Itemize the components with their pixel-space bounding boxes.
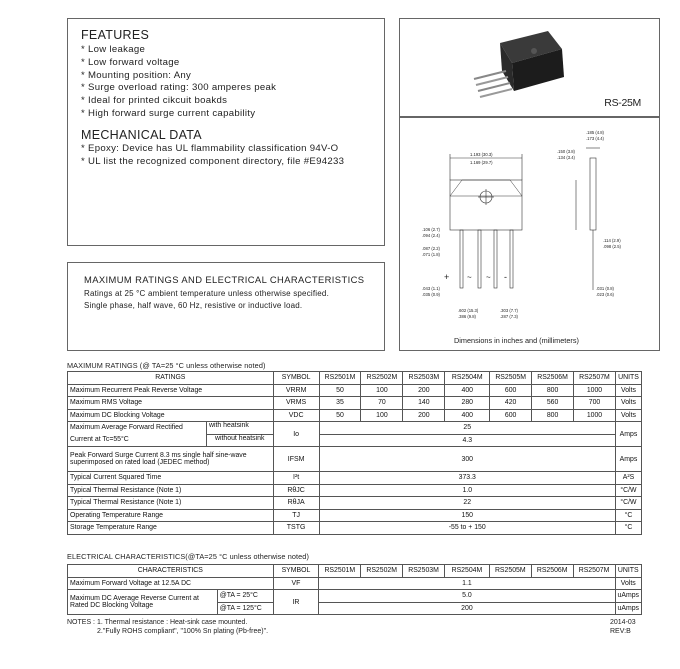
svg-text:.087 (2.2): .087 (2.2) [422, 246, 440, 251]
table-row [68, 384, 642, 397]
table-row [68, 522, 642, 535]
features-title: FEATURES [81, 28, 150, 42]
table-header: RS2505M [490, 372, 532, 385]
row-unit: Volts [615, 409, 641, 422]
list-item: * Ideal for printed cikcuit boakds [81, 95, 276, 108]
cell: 600 [490, 409, 532, 422]
row-unit: Amps [615, 422, 641, 447]
svg-text:1.169 (29.7): 1.169 (29.7) [470, 160, 493, 165]
table-row [68, 447, 642, 472]
date-label: 2014-03 [610, 619, 636, 626]
cell: 25 [319, 422, 615, 435]
svg-text:.303 (7.7): .303 (7.7) [500, 308, 518, 313]
table-row [68, 397, 642, 410]
svg-text:1.193 (30.3): 1.193 (30.3) [470, 152, 493, 157]
cell: 600 [490, 384, 532, 397]
cell: 1000 [574, 409, 616, 422]
svg-text:.185 (4.8): .185 (4.8) [586, 130, 604, 135]
features-panel [67, 18, 385, 246]
table-header: RS2501M [319, 372, 361, 385]
ir-condition: @TA = 125°C [217, 602, 273, 615]
svg-text:.094 (2.4): .094 (2.4) [422, 233, 440, 238]
cell: 560 [532, 397, 574, 410]
table2-caption: ELECTRICAL CHARACTERISTICS(@TA=25 °C unless otherwise noted) [67, 552, 309, 561]
electrical-table [67, 564, 642, 615]
svg-text:.150 (3.8): .150 (3.8) [557, 149, 575, 154]
cell: 100 [361, 409, 403, 422]
svg-text:~: ~ [486, 273, 491, 282]
svg-text:.114 (2.9): .114 (2.9) [603, 238, 621, 243]
avg-label-2: Current at Tc=55°C [70, 436, 129, 443]
package-image-panel [399, 18, 660, 117]
svg-text:.602 (15.3): .602 (15.3) [458, 308, 479, 313]
max-ratings-table [67, 371, 642, 535]
ratings-line2: Single phase, half wave, 60 Hz, resistive or inductive load. [84, 301, 303, 310]
list-item: * Mounting position: Any [81, 70, 276, 83]
features-list [81, 44, 276, 121]
cell: 22 [319, 497, 615, 510]
row-unit: uAmps [615, 590, 641, 603]
table-row [68, 472, 642, 485]
row-symbol: IR [273, 590, 319, 615]
table-row [68, 484, 642, 497]
svg-text:.071 (1.8): .071 (1.8) [422, 252, 440, 257]
table-header: RS2505M [489, 565, 531, 578]
row-unit: Volts [615, 384, 641, 397]
cell: 200 [403, 384, 445, 397]
list-item: * Low leakage [81, 44, 276, 57]
row-label: Maximum Recurrent Peak Reverse Voltage [68, 384, 274, 397]
table-header: CHARACTERISTICS [68, 565, 274, 578]
list-item: * High forward surge current capability [81, 108, 276, 121]
svg-text:.134 (3.4): .134 (3.4) [557, 155, 575, 160]
table-header: RS2506M [531, 565, 573, 578]
table-row [68, 590, 642, 603]
row-symbol: TSTG [273, 522, 319, 535]
revision-label: REV:B [610, 628, 631, 635]
row-unit: °C [615, 509, 641, 522]
row-unit: °C/W [615, 484, 641, 497]
svg-text:-: - [504, 272, 507, 282]
row-unit: °C/W [615, 497, 641, 510]
row-label [68, 590, 218, 615]
cell: 280 [445, 397, 490, 410]
table-row [68, 577, 642, 590]
list-item: * Low forward voltage [81, 57, 276, 70]
cell: 35 [319, 397, 361, 410]
surge-label-1: Peak Forward Surge Current 8.3 ms single half sine-wave [70, 452, 247, 459]
table-row [68, 497, 642, 510]
ir-condition: @TA = 25°C [217, 590, 273, 603]
svg-text:+: + [444, 272, 450, 282]
ir-label-1: Maximum DC Average Reverse Current at [70, 595, 199, 602]
row-symbol: VF [273, 577, 319, 590]
row-label: Maximum Forward Voltage at 12.5A DC [68, 577, 274, 590]
svg-text:.106 (2.7): .106 (2.7) [422, 227, 440, 232]
table-header: RS2503M [403, 372, 445, 385]
table-header: RS2504M [445, 565, 490, 578]
table-header: RS2504M [445, 372, 490, 385]
revision-info [610, 618, 636, 636]
cell: 800 [532, 409, 574, 422]
row-symbol: IFSM [273, 447, 319, 472]
row-label: Typical Thermal Resistance (Note 1) [68, 497, 274, 510]
cell: 1.0 [319, 484, 615, 497]
row-symbol: VRMS [273, 397, 319, 410]
row-label: Maximum DC Blocking Voltage [68, 409, 274, 422]
row-symbol: Io [273, 422, 319, 447]
table-header: RS2506M [532, 372, 574, 385]
cell: 150 [319, 509, 615, 522]
row-symbol: VDC [273, 409, 319, 422]
table-row [68, 509, 642, 522]
cell: 70 [361, 397, 403, 410]
cell: 800 [532, 384, 574, 397]
table-header: UNITS [615, 565, 641, 578]
cell: 100 [361, 384, 403, 397]
avg-sub-1: with heatsink [206, 422, 273, 435]
row-label [68, 422, 274, 447]
table-header: RS2502M [361, 372, 403, 385]
table-header-row [68, 565, 642, 578]
svg-text:.098 (2.5): .098 (2.5) [603, 244, 621, 249]
cell: 140 [403, 397, 445, 410]
cell: 1000 [574, 384, 616, 397]
list-item: * UL list the recognized component directory, file #E94233 [81, 156, 344, 169]
row-label: Maximum RMS Voltage [68, 397, 274, 410]
svg-text:.035 (0.9): .035 (0.9) [422, 292, 440, 297]
avg-label-1: Maximum Average Forward Rectified [70, 424, 183, 431]
row-unit: A²S [615, 472, 641, 485]
row-label: Typical Thermal Resistance (Note 1) [68, 484, 274, 497]
table1-caption: MAXIMUM RATINGS (@ TA=25 °C unless otherwise noted) [67, 361, 266, 370]
table-header: UNITS [615, 372, 641, 385]
row-label: Storage Temperature Range [68, 522, 274, 535]
table-row [68, 409, 642, 422]
surge-label-2: superimposed on rated load (JEDEC method) [70, 459, 210, 466]
row-symbol: RθJC [273, 484, 319, 497]
ratings-title: MAXIMUM RATINGS AND ELECTRICAL CHARACTERISTICS [84, 274, 365, 285]
row-symbol: RθJA [273, 497, 319, 510]
table-header: RS2502M [361, 565, 403, 578]
cell: 400 [445, 384, 490, 397]
cell: 200 [403, 409, 445, 422]
svg-text:.023 (0.6): .023 (0.6) [596, 292, 614, 297]
cell: -55 to + 150 [319, 522, 615, 535]
cell: 50 [319, 409, 361, 422]
table-header: SYMBOL [273, 372, 319, 385]
cell: 400 [445, 409, 490, 422]
table-header: RS2507M [574, 372, 616, 385]
svg-text:.386 (9.8): .386 (9.8) [458, 314, 476, 319]
note-line: NOTES : 1. Thermal resistance : Heat-sink case mounted. [67, 619, 248, 626]
cell: 1.1 [319, 577, 615, 590]
cell: 5.0 [319, 590, 615, 603]
cell: 300 [319, 447, 615, 472]
cell: 700 [574, 397, 616, 410]
svg-text:.031 (0.8): .031 (0.8) [596, 286, 614, 291]
row-unit: Volts [615, 577, 641, 590]
table-header: RATINGS [68, 372, 274, 385]
svg-text:.173 (4.4): .173 (4.4) [586, 136, 604, 141]
mechanical-title: MECHANICAL DATA [81, 128, 202, 142]
table-row [68, 422, 642, 435]
row-unit: Amps [615, 447, 641, 472]
ir-label-2: Rated DC Blocking Voltage [70, 602, 154, 609]
table-header: SYMBOL [273, 565, 319, 578]
cell: 373.3 [319, 472, 615, 485]
table-header: RS2501M [319, 565, 361, 578]
row-unit: °C [615, 522, 641, 535]
list-item: * Surge overload rating: 300 amperes peak [81, 82, 276, 95]
row-label [68, 447, 274, 472]
dimensions-note: Dimensions in inches and (millimeters) [454, 336, 579, 345]
table-header-row [68, 372, 642, 385]
row-label: Typical Current Squared Time [68, 472, 274, 485]
table-header: RS2503M [403, 565, 445, 578]
svg-text:.287 (7.3): .287 (7.3) [500, 314, 518, 319]
ratings-line1: Ratings at 25 °C ambient temperature unless otherwise specified. [84, 289, 330, 298]
dimension-drawing [400, 118, 659, 333]
svg-text:.043 (1.1): .043 (1.1) [422, 286, 440, 291]
svg-text:~: ~ [467, 273, 472, 282]
cell: 420 [490, 397, 532, 410]
cell: 200 [319, 602, 615, 615]
row-label: Operating Temperature Range [68, 509, 274, 522]
row-symbol: I²t [273, 472, 319, 485]
row-symbol: TJ [273, 509, 319, 522]
note-line: 2."Fully ROHS compliant", "100% Sn plating (Pb-free)". [97, 628, 269, 635]
table-header: RS2507M [573, 565, 615, 578]
avg-sub-2: without heatsink [206, 435, 273, 448]
dimension-drawing-panel [399, 117, 660, 351]
notes [67, 618, 268, 636]
row-symbol: VRRM [273, 384, 319, 397]
list-item: * Epoxy: Device has UL flammability classification 94V-O [81, 143, 344, 156]
cell: 50 [319, 384, 361, 397]
ratings-note-panel [67, 262, 385, 351]
package-name: RS-25M [604, 97, 641, 109]
row-unit: uAmps [615, 602, 641, 615]
mechanical-list [81, 143, 344, 169]
cell: 4.3 [319, 434, 615, 447]
row-unit: Volts [615, 397, 641, 410]
